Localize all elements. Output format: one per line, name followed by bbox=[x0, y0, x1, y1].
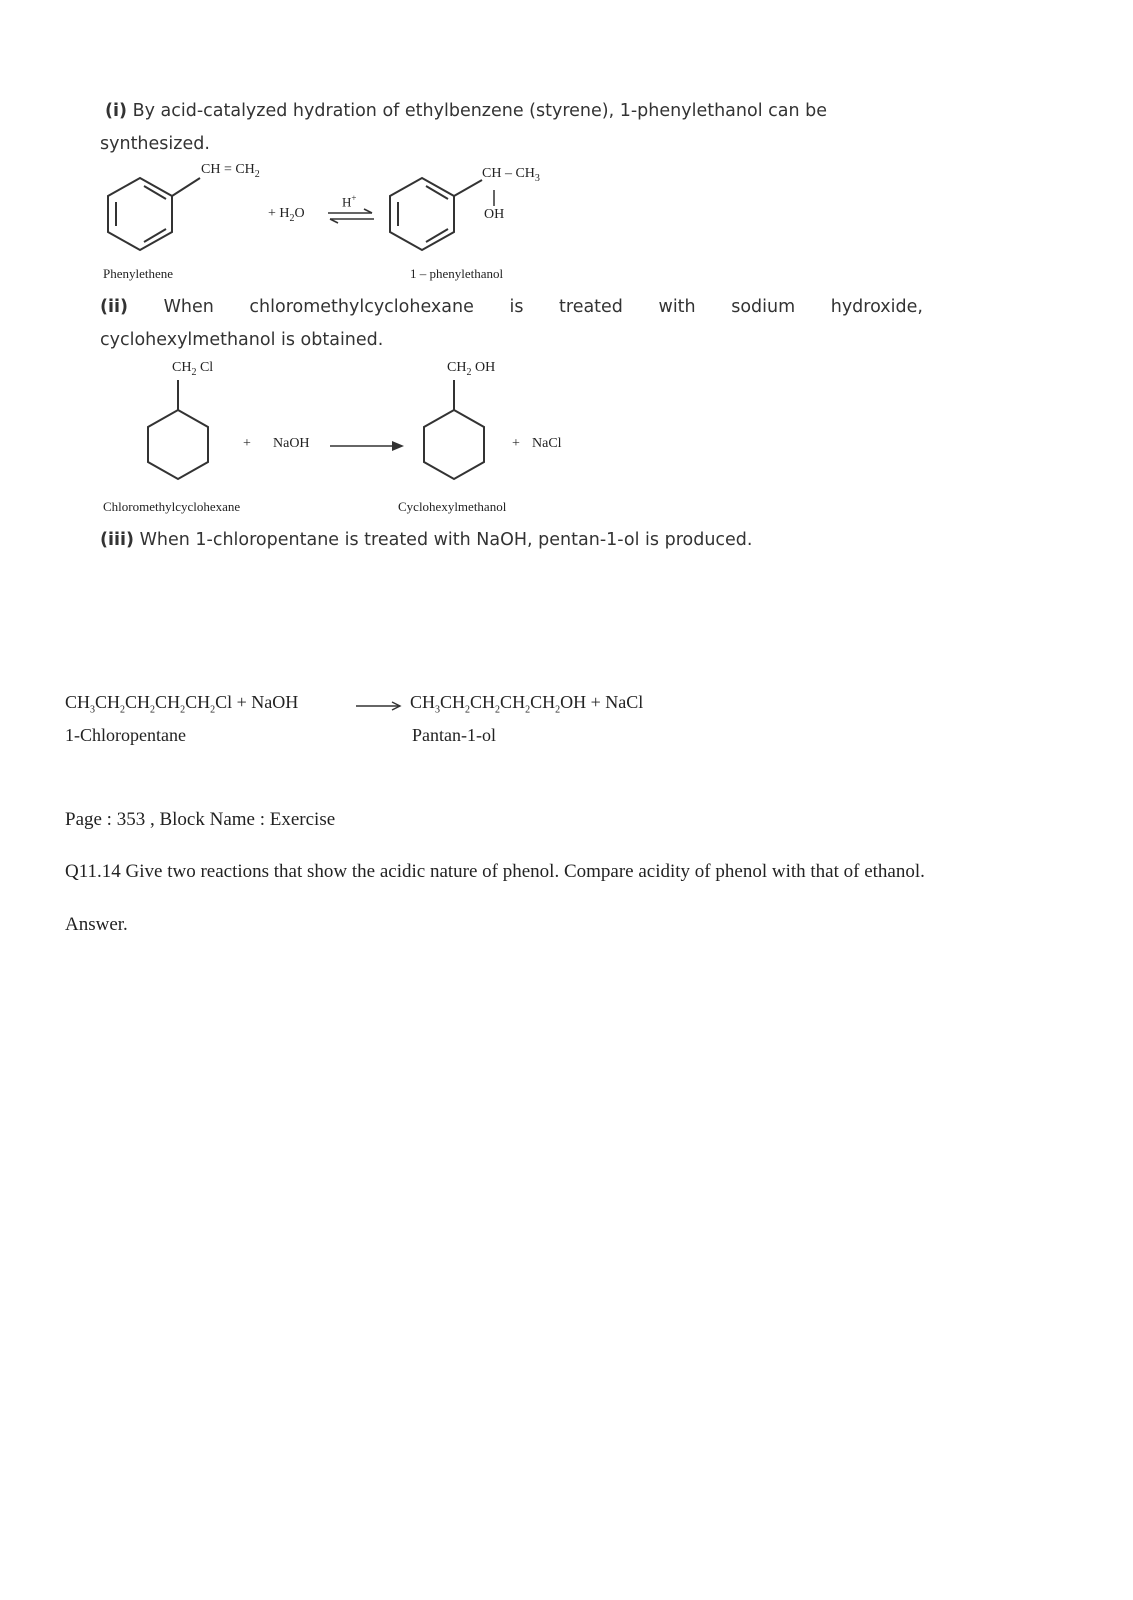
part-ii-word: When bbox=[163, 297, 214, 317]
part-ii-word: treated bbox=[559, 297, 623, 317]
part-ii-line2: cyclohexylmethanol is obtained. bbox=[100, 330, 384, 350]
hydroxymethyl-group: $CH_2$ OH bbox=[447, 360, 496, 378]
part-iii-marker: (iii) bbox=[100, 530, 134, 550]
acid-catalyst: H+ bbox=[342, 193, 357, 210]
styrene-substituent: CH = $CH_2$ bbox=[201, 162, 260, 180]
plus-sign-2: + bbox=[512, 436, 520, 451]
phenylethanol-chain: CH – $CH_3$ bbox=[482, 166, 540, 184]
answer-label: Answer. bbox=[65, 914, 128, 935]
reaction-arrow-iii bbox=[356, 700, 404, 712]
part-ii-word: chloromethylcyclohexane bbox=[249, 297, 474, 317]
part-ii-word: with bbox=[658, 297, 696, 317]
reaction-arrow-ii bbox=[330, 440, 406, 452]
equilibrium-arrow bbox=[326, 208, 376, 224]
water-reagent: + $H_2O$ bbox=[268, 206, 305, 224]
part-ii-word: sodium bbox=[731, 297, 796, 317]
phenylethanol-oh: OH bbox=[484, 207, 505, 222]
nacl-byproduct: NaCl bbox=[532, 436, 562, 451]
cyclohexylmethanol-label: Cyclohexylmethanol bbox=[398, 499, 507, 514]
chloropentane-formula: $CH_3CH_2CH_2CH_2CH_2Cl$ + NaOH bbox=[65, 692, 299, 716]
part-ii-line1 bbox=[100, 290, 923, 324]
chloropentane-label: 1-Chloropentane bbox=[65, 725, 186, 745]
part-iii-line bbox=[100, 523, 752, 557]
chloromethylcyclohexane-label: Chloromethylcyclohexane bbox=[103, 499, 241, 514]
chloromethyl-group: $CH_2$ Cl bbox=[172, 360, 214, 378]
page-info: Page : 353 , Block Name : Exercise bbox=[65, 809, 336, 830]
part-i-line2: synthesized. bbox=[100, 134, 210, 154]
styrene-benzene-ring bbox=[100, 168, 210, 258]
part-i-text: By acid-catalyzed hydration of ethylbenzene (styrene), 1-phenylethanol can be bbox=[132, 101, 827, 121]
part-i-line1 bbox=[105, 94, 827, 128]
naoh-reagent: NaOH bbox=[273, 436, 310, 451]
pentanol-label: Pantan-1-ol bbox=[412, 725, 496, 745]
question-text: Q11.14 Give two reactions that show the acidic nature of phenol. Compare acidity of phenol with that of ethanol. bbox=[65, 861, 925, 882]
phenylethanol-benzene-ring bbox=[382, 168, 492, 258]
plus-sign-1: + bbox=[243, 436, 251, 451]
pentanol-formula: $CH_3CH_2CH_2CH_2CH_2OH$ + NaCl bbox=[410, 692, 644, 716]
part-ii-word: is bbox=[509, 297, 524, 317]
cyclohexylmethanol-ring bbox=[416, 378, 496, 488]
part-i-marker: (i) bbox=[105, 101, 127, 121]
part-ii-marker: (ii) bbox=[100, 297, 128, 317]
chloropentane-equation bbox=[65, 692, 298, 716]
phenylethene-label: Phenylethene bbox=[103, 266, 174, 281]
part-iii-text: When 1-chloropentane is treated with NaOH, pentan-1-ol is produced. bbox=[139, 530, 753, 550]
chloromethylcyclohexane-ring bbox=[140, 378, 220, 488]
phenylethanol-label: 1 – phenylethanol bbox=[410, 266, 504, 281]
pentanol-equation bbox=[410, 692, 643, 716]
part-ii-word: hydroxide, bbox=[830, 297, 923, 317]
